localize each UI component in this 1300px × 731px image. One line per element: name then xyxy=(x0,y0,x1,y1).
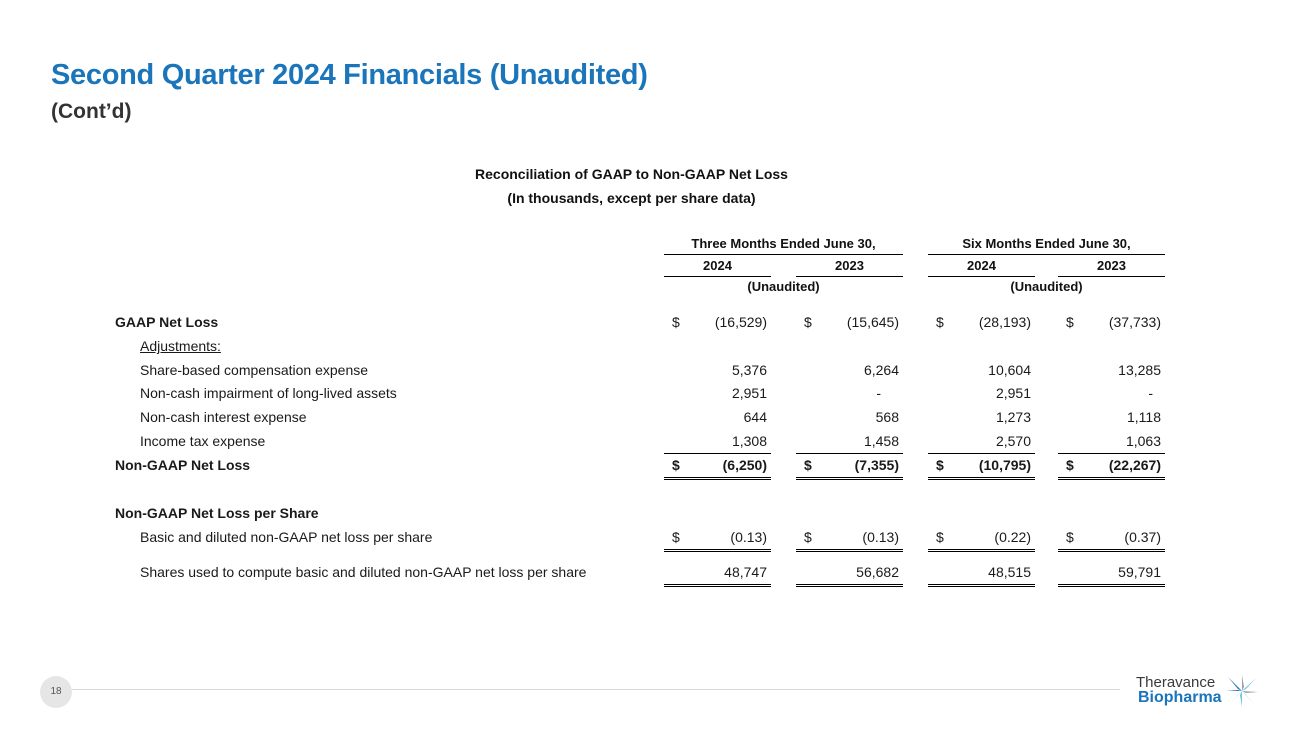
row-label: Adjustments: xyxy=(140,338,221,354)
table-cell xyxy=(1058,385,1165,405)
row-label: GAAP Net Loss xyxy=(115,314,219,330)
table-cell xyxy=(928,433,1035,454)
row-label: Non-cash interest expense xyxy=(140,409,307,425)
table-cell xyxy=(1058,314,1165,334)
cell-value: 2,951 xyxy=(731,385,767,401)
table-cell xyxy=(796,457,903,480)
dollar-sign: $ xyxy=(936,314,944,330)
row-label: Shares used to compute basic and diluted non-GAAP net loss per share xyxy=(140,564,587,580)
table-cell xyxy=(928,529,1035,552)
table-cell xyxy=(664,362,771,382)
table-cell xyxy=(664,564,771,587)
table-row-gaap-net-loss xyxy=(0,314,1300,336)
table-cell xyxy=(928,385,1035,405)
cell-value: 1,273 xyxy=(995,409,1031,425)
cell-value: (0.37) xyxy=(1124,529,1161,545)
table-row-non-gaap-net-loss xyxy=(0,457,1300,479)
table-cell xyxy=(928,457,1035,480)
table-cell xyxy=(796,564,903,587)
table-cell xyxy=(796,433,903,454)
table-cell xyxy=(796,409,903,429)
table-cell xyxy=(664,457,771,480)
row-label: Non-GAAP Net Loss xyxy=(115,457,251,473)
cell-value: 48,747 xyxy=(724,564,767,580)
dollar-sign: $ xyxy=(672,457,680,473)
cell-value: (16,529) xyxy=(714,314,767,330)
header-unaudited: (Unaudited) xyxy=(1010,279,1083,294)
row-label: Non-GAAP Net Loss per Share xyxy=(115,505,319,521)
header-year: 2024 xyxy=(928,258,1035,277)
cell-value: 6,264 xyxy=(863,362,899,378)
cell-value: (37,733) xyxy=(1108,314,1161,330)
dollar-sign: $ xyxy=(672,314,680,330)
cell-value: 1,063 xyxy=(1125,433,1161,449)
table-cell xyxy=(928,409,1035,429)
table-cell xyxy=(796,385,903,405)
logo-text-line2: Biopharma xyxy=(1138,689,1222,706)
header-year: 2023 xyxy=(796,258,903,277)
table-cell xyxy=(796,529,903,552)
header-unaudited: (Unaudited) xyxy=(747,279,820,294)
dollar-sign: $ xyxy=(936,457,944,473)
table-row xyxy=(0,362,1300,384)
cell-value: 2,951 xyxy=(995,385,1031,401)
table-cell xyxy=(928,362,1035,382)
cell-value: 644 xyxy=(743,409,767,425)
table-subtitle: (In thousands, except per share data) xyxy=(507,190,756,206)
table-cell xyxy=(1058,529,1165,552)
cell-value: (6,250) xyxy=(722,457,767,473)
dollar-sign: $ xyxy=(672,529,680,545)
cell-value: (0.22) xyxy=(994,529,1031,545)
company-logo xyxy=(1134,672,1264,712)
table-cell xyxy=(928,314,1035,334)
dollar-sign: $ xyxy=(804,457,812,473)
table-cell xyxy=(1058,564,1165,587)
footer-divider xyxy=(72,689,1120,690)
cell-value: (28,193) xyxy=(978,314,1031,330)
page-number: 18 xyxy=(40,676,72,708)
table-cell xyxy=(1058,409,1165,429)
cell-value: 1,118 xyxy=(1127,409,1161,425)
row-label: Share-based compensation expense xyxy=(140,362,369,378)
table-cell xyxy=(664,433,771,454)
cell-value: 1,308 xyxy=(731,433,767,449)
table-row-shares xyxy=(0,564,1300,586)
table-row-adjustments xyxy=(0,338,1300,360)
slide-subtitle: (Cont’d) xyxy=(51,100,132,123)
table-cell xyxy=(1058,433,1165,454)
dollar-sign: $ xyxy=(936,529,944,545)
logo-text-line1: Theravance xyxy=(1136,674,1216,691)
row-label: Basic and diluted non-GAAP net loss per share xyxy=(140,529,433,545)
table-cell xyxy=(664,314,771,334)
header-year: 2023 xyxy=(1058,258,1165,277)
table-cell xyxy=(1058,457,1165,480)
cell-value: (10,795) xyxy=(978,457,1031,473)
table-cell xyxy=(796,314,903,334)
cell-value: 56,682 xyxy=(856,564,899,580)
cell-value: 59,791 xyxy=(1118,564,1161,580)
row-label: Non-cash impairment of long-lived assets xyxy=(140,385,397,401)
cell-value: (15,645) xyxy=(846,314,899,330)
table-cell xyxy=(928,564,1035,587)
table-cell xyxy=(1058,362,1165,382)
cell-value: (7,355) xyxy=(854,457,899,473)
cell-value: 1,458 xyxy=(863,433,899,449)
cell-value: 10,604 xyxy=(988,362,1031,378)
header-year: 2024 xyxy=(664,258,771,277)
table-row xyxy=(0,409,1300,431)
cell-value: 13,285 xyxy=(1118,362,1161,378)
header-six-months: Six Months Ended June 30, xyxy=(928,236,1165,255)
cell-value: - xyxy=(876,385,881,401)
row-label: Income tax expense xyxy=(140,433,266,449)
cell-value: 2,570 xyxy=(995,433,1031,449)
table-cell xyxy=(664,529,771,552)
cell-value: (22,267) xyxy=(1108,457,1161,473)
slide-title: Second Quarter 2024 Financials (Unaudited) xyxy=(51,59,648,91)
header-three-months: Three Months Ended June 30, xyxy=(664,236,903,255)
cell-value: - xyxy=(1148,385,1153,401)
dollar-sign: $ xyxy=(1066,457,1074,473)
dollar-sign: $ xyxy=(1066,529,1074,545)
dollar-sign: $ xyxy=(804,314,812,330)
cell-value: (0.13) xyxy=(862,529,899,545)
table-title: Reconciliation of GAAP to Non-GAAP Net Loss xyxy=(475,166,788,182)
cell-value: (0.13) xyxy=(730,529,767,545)
table-cell xyxy=(796,362,903,382)
cell-value: 568 xyxy=(875,409,899,425)
table-cell xyxy=(664,385,771,405)
table-row-section-header xyxy=(0,505,1300,527)
cell-value: 5,376 xyxy=(731,362,767,378)
dollar-sign: $ xyxy=(804,529,812,545)
table-cell xyxy=(664,409,771,429)
table-row-per-share xyxy=(0,529,1300,551)
table-row xyxy=(0,433,1300,455)
cell-value: 48,515 xyxy=(988,564,1031,580)
star-burst-icon xyxy=(1224,674,1260,708)
dollar-sign: $ xyxy=(1066,314,1074,330)
table-row xyxy=(0,385,1300,407)
